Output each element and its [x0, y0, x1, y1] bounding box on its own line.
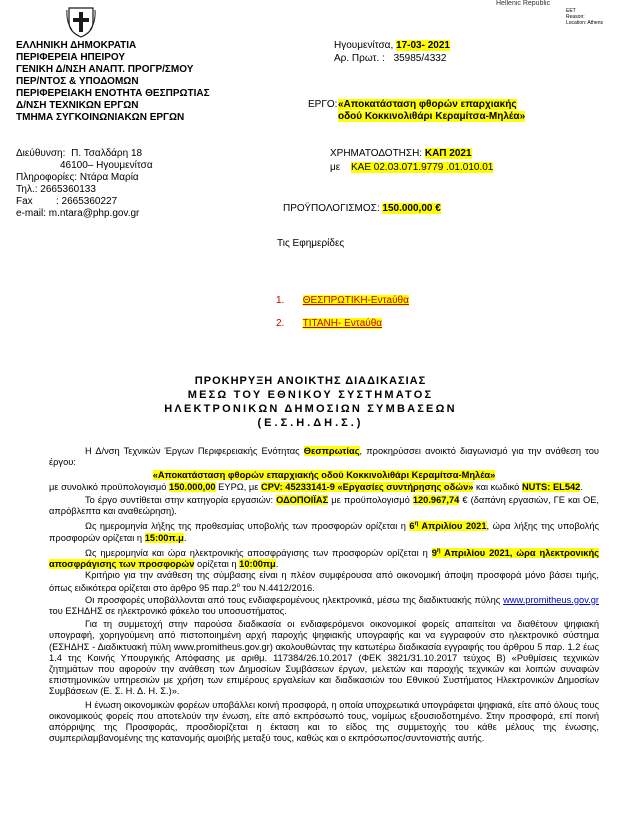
paragraph: Ως ημερομηνία και ώρα ηλεκτρονικής αποσφράγισης των προσφορών ορίζεται η $9^\eta$ Απριλίου 2021, ώρα ηλεκτρονικής αποσφράγισης των προσφορών ορίζεται η 10:00πμ.	[49, 547, 599, 570]
opening-day: 9	[431, 547, 437, 558]
text: με προϋπολογισμό	[331, 494, 410, 505]
title-line: ΗΛΕΚΤΡΟΝΙΚΩΝ ΔΗΜΟΣΙΩΝ ΣΥΜΒΑΣΕΩΝ	[164, 403, 457, 415]
greek-emblem-icon	[66, 2, 96, 38]
opening-time: 10:00πμ	[239, 559, 276, 570]
paragraph	[49, 495, 599, 517]
text: € (δαπάνη εργασιών, ΓΕ και ΟΕ, απρόβλεπτα και αναθεώρηση).	[49, 494, 600, 517]
nuts-code: NUTS: EL542	[521, 481, 581, 492]
kae-label: με	[330, 162, 341, 173]
text: , ώρα λήξης της υποβολής προσφορών ορίζεται η	[49, 521, 599, 543]
budget-amount: 150.000,00	[169, 481, 216, 492]
opening-date: Απριλίου 2021, ώρα ηλεκτρονικής αποσφράγισης των προσφορών	[49, 547, 599, 570]
header-line: Δ/ΝΣΗ ΤΕΧΝΙΚΩΝ ΕΡΓΩΝ	[16, 100, 139, 111]
protocol-value: 35985/4332	[393, 53, 447, 64]
cpv-code: CPV: 45233141-9 «Εργασίες συντήρησης οδών»	[261, 481, 474, 492]
signature-line: Location: Athens	[566, 20, 603, 26]
recipients-title: Τις Εφημερίδες	[277, 238, 345, 249]
deadline-date: Απριλίου 2021	[421, 521, 487, 532]
text: και κωδικό	[476, 481, 520, 492]
protocol-number	[334, 53, 446, 65]
paragraph	[49, 446, 599, 468]
region: Θεσπρωτίας	[303, 446, 360, 456]
text: Κριτήριο για την ανάθεση της σύμβασης είναι η πλέον συμφέρουσα από οικονομική άποψη προσφορά μόνο βάσει τιμής, όπως ειδικότερα ορίζεται στο άρθρο 95 παρ.2	[49, 570, 599, 594]
paragraph	[49, 470, 599, 481]
paragraph	[49, 570, 599, 595]
header-line: ΓΕΝΙΚΗ Δ/ΝΣΗ ΑΝΑΠΤ. ΠΡΟΓΡ/ΣΜΟΥ	[16, 64, 194, 75]
recipient-number: 2.	[276, 318, 285, 329]
info-value: Ντάρα Μαρία	[79, 172, 139, 183]
title-line: (Ε.Σ.Η.ΔΗ.Σ.)	[257, 417, 364, 429]
header-line: ΠΕΡΙΦΕΡΕΙΑΚΗ ΕΝΟΤΗΤΑ ΘΕΣΠΡΩΤΙΑΣ	[16, 88, 210, 99]
document-date	[334, 40, 450, 52]
funding-label: ΧΡΗΜΑΤΟΔΟΤΗΣΗ:	[330, 148, 423, 159]
signature-line: EET	[566, 8, 576, 14]
address-value: Π. Τσαλδάρη 18	[71, 148, 143, 159]
text: Ως ημερομηνία και ώρα ηλεκτρονικής αποσφράγισης των προσφορών ορίζεται η	[85, 547, 428, 558]
text: Οι προσφορές υποβάλλονται από τους ενδιαφερομένους ηλεκτρονικά, μέσω της διαδικτυακής πύλης	[85, 594, 501, 605]
text: Η ένωση οικονομικών φορέων υποβάλλει κοινή προσφορά, η οποία υποχρεωτικά υπογράφεται ψηφιακά, είτε από όλους τους οικονομικούς φορείς που αποτελούν την ένωση, είτε από εκπρόσωπό τους, νομίμως εξουσιοδοτημένο. Στην προσφορά, επί ποινή απόρριψης της Προσφοράς, προσδιορίζεται η έκταση και το είδος της συμμετοχής του κάθε μέλους της ένωσης, συμπεριλαμβανομένης της κατανομής αμοιβής μεταξύ τους, καθώς και ο εκπρόσωπος/συντονιστής αυτής.	[49, 699, 599, 744]
recipient-item	[276, 318, 382, 330]
superscript: η	[436, 547, 441, 554]
project-label: ΕΡΓΟ:	[308, 99, 338, 110]
budget	[283, 203, 441, 215]
title-line: ΠΡΟΚΗΡΥΞΗ ΑΝΟΙΚΤΗΣ ΔΙΑΔΙΚΑΣΙΑΣ	[194, 375, 427, 387]
signature-details	[566, 8, 603, 26]
email-value: m.ntara@php.gov.gr	[48, 208, 140, 219]
text: ΕΥΡΩ, με	[218, 481, 259, 492]
text: Ως ημερομηνία λήξης της προθεσμίας υποβολής των προσφορών ορίζεται η	[85, 521, 406, 532]
project-name: «Αποκατάσταση φθορών επαρχιακής οδού Κοκκινολιθάρι Κεραμίτσα-Μηλέα»	[152, 470, 496, 481]
postal-code: 46100– Ηγουμενίτσα	[60, 160, 153, 171]
info-label: Πληροφορίες:	[16, 172, 78, 183]
signature-line: Reason:	[566, 14, 585, 20]
text: Η Δ/νση Τεχνικών Έργων Περιφερειακής Ενότητας	[85, 446, 300, 456]
deadline-time: 15:00π.μ	[144, 532, 184, 543]
promitheus-link[interactable]: www.promitheus.gov.gr	[503, 594, 599, 605]
project-title	[338, 99, 525, 123]
header-line: ΠΕΡ/ΝΤΟΣ & ΥΠΟΔΟΜΩΝ	[16, 76, 139, 87]
digital-signature	[496, 0, 550, 8]
signature-line: Hellenic Republic	[496, 0, 551, 7]
project-line: οδού Κοκκινολιθάρι Κεραμίτσα-Μηλέα»	[338, 111, 526, 122]
protocol-label: Αρ. Πρωτ. :	[334, 53, 385, 64]
recipient-name: ΤΙΤΑΝΗ- Εντaύθα	[302, 318, 383, 329]
issuer-header	[16, 40, 210, 124]
notice-title	[0, 374, 621, 430]
funding-value: ΚΑΠ 2021	[424, 148, 472, 159]
kae-code	[330, 162, 493, 174]
text: Το έργο συντίθεται στην κατηγορία εργασιών:	[85, 494, 274, 505]
paragraph	[49, 619, 599, 697]
header-line: ΠΕΡΙΦΕΡΕΙΑ ΗΠΕΙΡΟΥ	[16, 52, 126, 63]
recipient-item	[276, 295, 409, 307]
date-label: Ηγουμενίτσα,	[334, 40, 394, 51]
address-label: Διεύθυνση:	[16, 148, 66, 159]
notice-body	[49, 446, 599, 744]
superscript: η	[414, 521, 419, 528]
tel-label: Τηλ.:	[16, 184, 38, 195]
tel-value: 2665360133	[40, 184, 96, 195]
text: , προκηρύσσει ανοικτό διαγωνισμό για την ανάθεση του έργου:	[49, 446, 599, 468]
project-line: «Αποκατάσταση φθορών επαρχιακής	[338, 99, 517, 110]
fax-label: Fax	[16, 196, 33, 207]
paragraph	[49, 595, 599, 617]
text: Για τη συμμετοχή στην παρούσα διαδικασία οι ενδιαφερόμενοι οικονομικοί φορείς απαιτείται να διαθέτουν ψηφιακή υπογραφή, χορηγούμενη από πιστοποιημένη αρχή παροχής ψηφιακής υπογραφής και να εγγραφούν στο ηλεκτρονικό σύστημα (ΕΣΗΔΗΣ - Διαδικτυακή πύλη www.promitheus.gov.gr) ακολουθώντας την κατωτέρω διαδικασία εγγραφής του άρθρου 5 παρ. 1.2 έως 1.4 της Κοινής Υπουργικής Απόφασης με αριθμ. 117384/26.10.2017 (ΦΕΚ 3821/31.10.2017 τεύχος Β) «Ρυθμίσεις τεχνικών ζητημάτων που αφορούν την ανάθεση των Δημοσίων Συμβάσεων έργων, μελετών και παροχής τεχνικών και λοιπών συναφών επιστημονικών υπηρεσιών με χρήση των επιμέρους εργαλείων και διαδικασιών του Εθνικού Συστήματος Ηλεκτρονικών Δημοσίων Συμβάσεων (Ε. Σ. Η. Δ. Η. Σ.)».	[49, 619, 599, 697]
contact-block	[16, 148, 153, 220]
deadline-day: 6	[409, 521, 415, 532]
kae-value: ΚΑΕ 02.03.071.9779 .01.010.01	[351, 162, 494, 173]
text: του ΕΣΗΔΗΣ σε ηλεκτρονικό φάκελο του υποσυστήματος.	[49, 605, 287, 616]
category-amount: 120.967,74	[412, 494, 460, 505]
paragraph	[49, 700, 599, 745]
work-category: ΟΔΟΠΟΙΪΑΣ	[276, 494, 329, 505]
text: με συνολικό προϋπολογισμό	[49, 481, 167, 492]
paragraph: με συνολικό προϋπολογισμό 150.000,00 ΕΥΡΩ, με CPV: 45233141-9 «Εργασίες συντήρησης οδών» και κωδικό NUTS: EL542.	[49, 481, 583, 492]
date-value: 17-03- 2021	[396, 40, 450, 51]
fax-value: : 2665360227	[56, 196, 118, 207]
text: του Ν.4412/2016.	[239, 583, 315, 594]
superscript: ο	[236, 583, 240, 590]
title-line: ΜΕΣΩ ΤΟΥ ΕΘΝΙΚΟΥ ΣΥΣΤΗΜΑΤΟΣ	[187, 389, 434, 401]
recipient-number: 1.	[276, 295, 285, 306]
budget-value: 150.000,00 €	[382, 203, 441, 214]
funding	[330, 148, 472, 160]
header-line: ΕΛΛΗΝΙΚΗ ΔΗΜΟΚΡΑΤΙΑ	[16, 40, 137, 51]
email-label: e-mail:	[16, 208, 47, 219]
paragraph: Ως ημερομηνία λήξης της προθεσμίας υποβολής των προσφορών ορίζεται η $6^\eta$ Απριλίου 2021, ώρα λήξης της υποβολής προσφορών ορίζεται η 15:00π.μ.	[49, 521, 599, 543]
header-line: ΤΜΗΜΑ ΣΥΓΚΟΙΝΩΝΙΑΚΩΝ ΕΡΓΩΝ	[16, 112, 185, 123]
recipient-name: ΘΕΣΠΡΩΤΙΚΗ-Εντaύθα	[302, 295, 409, 306]
budget-label: ΠΡΟΫΠΟΛΟΓΙΣΜΟΣ:	[283, 203, 380, 214]
text: ορίζεται η	[197, 559, 237, 570]
